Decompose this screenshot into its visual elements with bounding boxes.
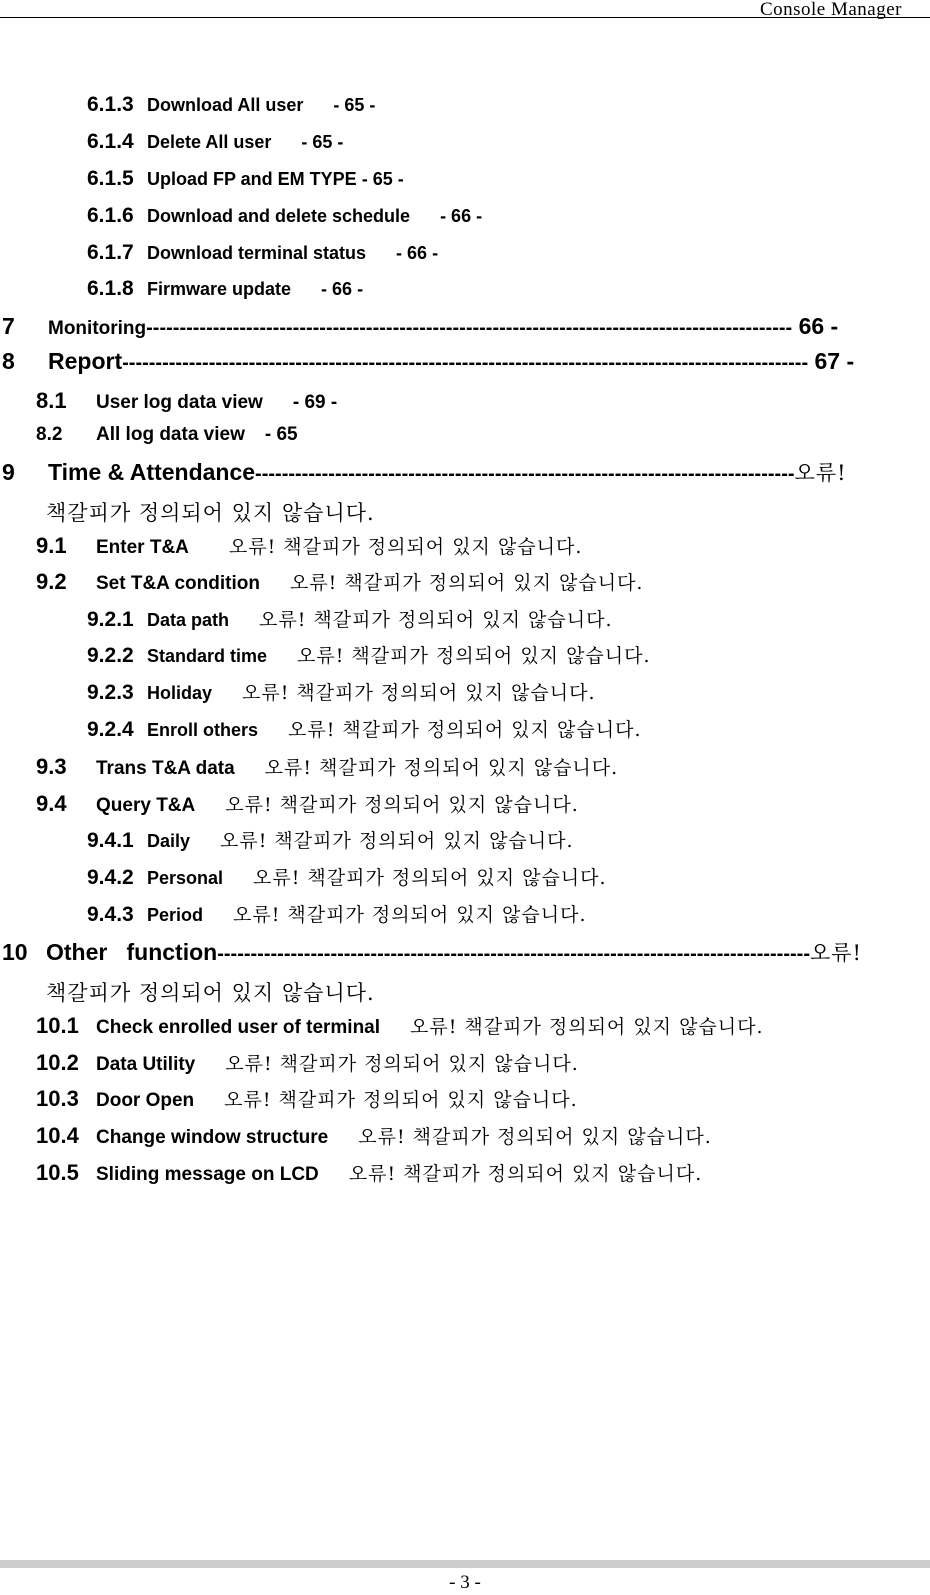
toc-title: Set T&A condition bbox=[96, 573, 260, 594]
toc-leader: --------------------------------------------------------------------------------- bbox=[255, 463, 795, 485]
toc-number: 9.2.4 bbox=[87, 718, 134, 741]
toc-title: Other function bbox=[46, 939, 218, 965]
toc-number: 6.1.8 bbox=[87, 277, 134, 300]
toc-page: - 65 - bbox=[361, 169, 404, 189]
toc-entry-9-2-2[interactable] bbox=[87, 645, 651, 666]
toc-entry-9-1[interactable] bbox=[36, 535, 582, 557]
toc-page: 오류! 책갈피가 정의되어 있지 않습니다. bbox=[410, 1016, 764, 1038]
toc-entry-9[interactable] bbox=[2, 461, 847, 484]
toc-entry-9-2-3[interactable] bbox=[87, 682, 596, 703]
toc-page: 오류! 책갈피가 정의되어 있지 않습니다. bbox=[259, 609, 613, 631]
toc-number: 9.2.2 bbox=[87, 644, 134, 667]
toc-entry-8[interactable] bbox=[2, 350, 854, 373]
header-rule bbox=[0, 17, 930, 18]
toc-entry-6-1-8[interactable] bbox=[87, 278, 363, 299]
toc-number: 6.1.5 bbox=[87, 167, 134, 190]
toc-title: Time & Attendance bbox=[48, 459, 256, 485]
toc-leader: ------------------------------------------------------------------------------------------------------- bbox=[122, 352, 809, 374]
toc-number: 9.4.1 bbox=[87, 829, 134, 852]
running-header-title: Console Manager bbox=[759, 0, 902, 20]
toc-title: User log data view bbox=[96, 392, 263, 413]
toc-title: Delete All user bbox=[147, 132, 272, 152]
toc-entry-9-4-2[interactable] bbox=[87, 867, 607, 888]
toc-page: 오류! 책갈피가 정의되어 있지 않습니다. bbox=[220, 830, 574, 852]
toc-title: Sliding message on LCD bbox=[96, 1164, 319, 1185]
toc-page: 67 - bbox=[814, 348, 855, 374]
toc-page: - 66 - bbox=[321, 279, 364, 299]
toc-number: 9.4.2 bbox=[87, 866, 134, 889]
toc-title: All log data view bbox=[96, 424, 245, 445]
toc-page: 오류! 책갈피가 정의되어 있지 않습니다. bbox=[225, 794, 579, 816]
toc-page: - 69 - bbox=[292, 392, 338, 413]
toc-entry-10-1[interactable] bbox=[36, 1015, 764, 1037]
toc-page: 오류! 책갈피가 정의되어 있지 않습니다. bbox=[358, 1126, 712, 1148]
toc-entry-10-3[interactable] bbox=[36, 1088, 578, 1110]
toc-page: - 65 - bbox=[333, 95, 376, 115]
toc-entry-6-1-3[interactable] bbox=[87, 94, 375, 115]
toc-title: Download All user bbox=[147, 95, 304, 115]
toc-entry-9-2-1[interactable] bbox=[87, 609, 613, 630]
toc-title: Download and delete schedule bbox=[147, 206, 411, 226]
toc-entry-6-1-7[interactable] bbox=[87, 242, 438, 263]
toc-title: Personal bbox=[147, 868, 224, 888]
toc-title: Door Open bbox=[96, 1090, 195, 1111]
toc-page: 오류! 책갈피가 정의되어 있지 않습니다. bbox=[225, 1053, 579, 1075]
toc-number: 10.1 bbox=[36, 1013, 79, 1038]
toc-entry-10-5[interactable] bbox=[36, 1162, 702, 1184]
toc-page: 오류! 책갈피가 정의되어 있지 않습니다. bbox=[288, 719, 642, 741]
toc-page: 오류! 책갈피가 정의되어 있지 않습니다. bbox=[348, 1163, 703, 1185]
toc-page: - 65 bbox=[264, 424, 298, 445]
toc-number: 9.2 bbox=[36, 569, 67, 594]
toc-title: Data path bbox=[147, 610, 230, 630]
page-number: - 3 - bbox=[449, 1572, 481, 1593]
toc-entry-10-2[interactable] bbox=[36, 1052, 579, 1074]
toc-number: 6.1.6 bbox=[87, 204, 134, 227]
toc-number: 8.1 bbox=[36, 388, 67, 413]
footer-bar bbox=[0, 1560, 930, 1568]
toc-entry-9-2[interactable] bbox=[36, 571, 643, 593]
toc-title: Monitoring bbox=[48, 318, 147, 339]
toc-entry-7[interactable] bbox=[2, 315, 838, 338]
toc-entry-6-1-4[interactable] bbox=[87, 131, 343, 152]
toc-number: 9.4 bbox=[36, 791, 67, 816]
toc-entry-8-1[interactable] bbox=[36, 390, 337, 412]
toc-number: 9 bbox=[2, 459, 15, 485]
toc-number: 6.1.4 bbox=[87, 130, 134, 153]
toc-title: Daily bbox=[147, 831, 191, 851]
toc-entry-6-1-6[interactable] bbox=[87, 205, 482, 226]
toc-title: Data Utility bbox=[96, 1054, 196, 1075]
toc-page: 오류! 책갈피가 정의되어 있지 않습니다. bbox=[264, 757, 619, 779]
toc-entry-10-4[interactable] bbox=[36, 1125, 712, 1147]
toc-entry-9-4[interactable] bbox=[36, 793, 579, 815]
toc-number: 10.2 bbox=[36, 1050, 79, 1075]
toc-number: 9.4.3 bbox=[87, 903, 134, 926]
toc-title: Upload FP and EM TYPE bbox=[147, 169, 357, 189]
toc-number: 7 bbox=[2, 313, 15, 339]
toc-entry-8-2[interactable] bbox=[36, 425, 298, 444]
toc-page: 오류! bbox=[809, 941, 862, 965]
toc-title: Query T&A bbox=[96, 795, 196, 816]
toc-page: 오류! 책갈피가 정의되어 있지 않습니다. bbox=[233, 904, 587, 926]
toc-number: 6.1.7 bbox=[87, 241, 134, 264]
toc-title: Check enrolled user of terminal bbox=[96, 1017, 381, 1038]
toc-page: - 66 - bbox=[440, 206, 483, 226]
toc-number: 10.3 bbox=[36, 1086, 79, 1111]
toc-title: Enroll others bbox=[147, 720, 259, 740]
toc-title: Holiday bbox=[147, 683, 213, 703]
toc-number: 10 bbox=[2, 939, 28, 965]
toc-entry-9-4-3[interactable] bbox=[87, 904, 587, 925]
toc-number: 9.1 bbox=[36, 533, 67, 558]
toc-page-continuation: 책갈피가 정의되어 있지 않습니다. bbox=[46, 501, 375, 525]
toc-page: 오류! 책갈피가 정의되어 있지 않습니다. bbox=[289, 572, 644, 594]
toc-entry-6-1-5[interactable] bbox=[87, 168, 404, 189]
toc-title: Enter T&A bbox=[96, 537, 189, 558]
toc-number: 10.4 bbox=[36, 1123, 79, 1148]
toc-title: Trans T&A data bbox=[96, 758, 235, 779]
toc-page: 오류! 책갈피가 정의되어 있지 않습니다. bbox=[242, 682, 596, 704]
toc-title: Report bbox=[48, 348, 123, 374]
toc-entry-9-2-4[interactable] bbox=[87, 719, 642, 740]
toc-title: Change window structure bbox=[96, 1127, 329, 1148]
toc-leader: ------------------------------------------------------------------------------------------------- bbox=[146, 317, 793, 339]
toc-number: 8.2 bbox=[36, 424, 63, 445]
toc-entry-9-4-1[interactable] bbox=[87, 830, 574, 851]
toc-number: 8 bbox=[2, 348, 15, 374]
toc-number: 10.5 bbox=[36, 1160, 79, 1185]
toc-title: Period bbox=[147, 905, 204, 925]
toc-entry-10[interactable] bbox=[2, 941, 862, 964]
toc-page: 66 - bbox=[798, 313, 839, 339]
toc-page: 오류! bbox=[794, 461, 847, 485]
toc-page: - 65 - bbox=[301, 132, 344, 152]
toc-leader: ----------------------------------------------------------------------------------------- bbox=[217, 943, 810, 965]
toc-page-continuation: 책갈피가 정의되어 있지 않습니다. bbox=[46, 981, 375, 1005]
toc-title: Download terminal status bbox=[147, 243, 367, 263]
toc-page: - 66 - bbox=[396, 243, 439, 263]
toc-title: Firmware update bbox=[147, 279, 292, 299]
toc-page: 오류! 책갈피가 정의되어 있지 않습니다. bbox=[228, 536, 583, 558]
toc-number: 9.2.1 bbox=[87, 608, 134, 631]
toc-page: 오류! 책갈피가 정의되어 있지 않습니다. bbox=[253, 867, 607, 889]
toc-number: 9.3 bbox=[36, 754, 67, 779]
toc-title: Standard time bbox=[147, 646, 268, 666]
toc-entry-9-3[interactable] bbox=[36, 756, 618, 778]
toc-page: 오류! 책갈피가 정의되어 있지 않습니다. bbox=[224, 1089, 578, 1111]
toc-number: 6.1.3 bbox=[87, 93, 134, 116]
toc-number: 9.2.3 bbox=[87, 681, 134, 704]
toc-page: 오류! 책갈피가 정의되어 있지 않습니다. bbox=[297, 645, 651, 667]
